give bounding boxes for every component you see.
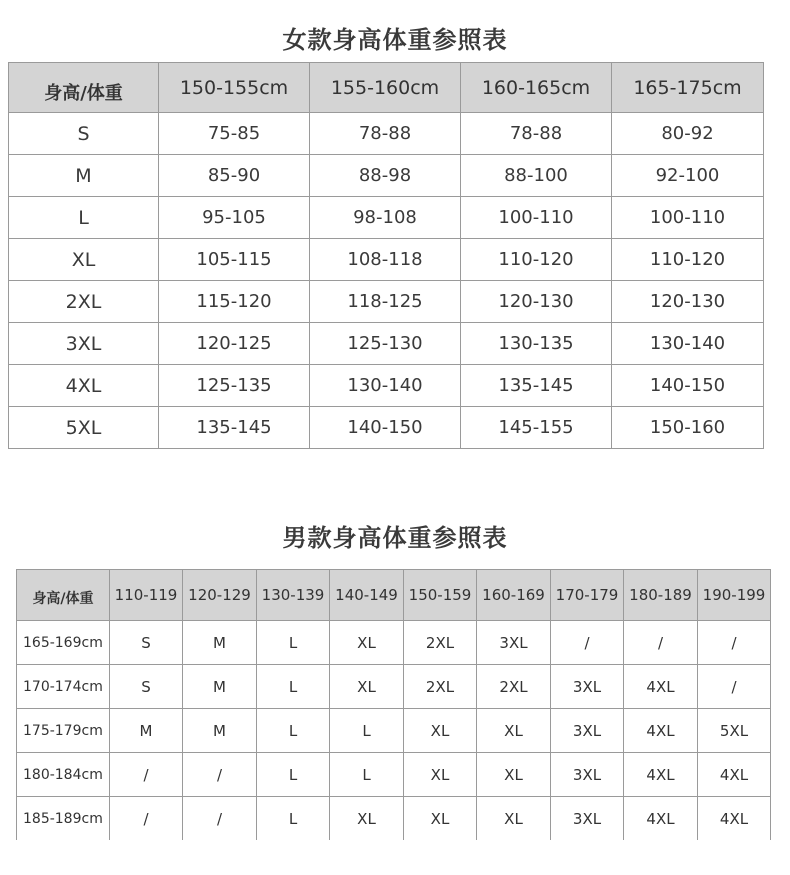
men-size-cell: 3XL xyxy=(551,797,624,841)
men-size-cell: M xyxy=(183,621,257,665)
women-size-label: 5XL xyxy=(9,407,159,449)
men-size-cell: XL xyxy=(404,709,477,753)
women-weight-cell: 118-125 xyxy=(310,281,461,323)
women-size-label: S xyxy=(9,113,159,155)
men-size-cell: S xyxy=(110,621,183,665)
women-chart-title: 女款身高体重参照表 xyxy=(282,26,508,54)
men-size-cell: XL xyxy=(477,753,551,797)
women-weight-cell: 85-90 xyxy=(159,155,310,197)
women-weight-cell: 105-115 xyxy=(159,239,310,281)
men-size-cell: L xyxy=(330,753,404,797)
women-size-label: XL xyxy=(9,239,159,281)
men-size-cell: XL xyxy=(330,621,404,665)
women-size-label: 3XL xyxy=(9,323,159,365)
men-size-cell: L xyxy=(257,709,330,753)
men-size-cell: / xyxy=(183,753,257,797)
women-table-row xyxy=(9,407,764,449)
men-size-cell: XL xyxy=(404,797,477,841)
women-header-row xyxy=(9,63,764,113)
men-weight-header: 180-189 xyxy=(624,570,698,621)
men-table-row xyxy=(17,665,771,709)
men-size-cell: 4XL xyxy=(698,753,771,797)
women-weight-cell: 110-120 xyxy=(461,239,612,281)
men-table-row xyxy=(17,797,771,841)
women-size-label: 4XL xyxy=(9,365,159,407)
men-weight-header: 190-199 xyxy=(698,570,771,621)
men-size-cell: L xyxy=(330,709,404,753)
men-size-cell: 3XL xyxy=(551,709,624,753)
men-height-label: 175-179cm xyxy=(17,709,110,753)
women-weight-cell: 78-88 xyxy=(461,113,612,155)
men-size-cell: L xyxy=(257,797,330,841)
men-size-cell: XL xyxy=(477,709,551,753)
men-size-cell: S xyxy=(110,665,183,709)
women-weight-cell: 108-118 xyxy=(310,239,461,281)
women-weight-cell: 100-110 xyxy=(461,197,612,239)
women-weight-cell: 115-120 xyxy=(159,281,310,323)
women-weight-cell: 92-100 xyxy=(612,155,764,197)
men-weight-header: 130-139 xyxy=(257,570,330,621)
women-size-label: L xyxy=(9,197,159,239)
men-weight-header: 140-149 xyxy=(330,570,404,621)
men-size-cell: 3XL xyxy=(551,665,624,709)
men-weight-header: 150-159 xyxy=(404,570,477,621)
women-table-row xyxy=(9,239,764,281)
men-table-row xyxy=(17,621,771,665)
women-weight-cell: 130-140 xyxy=(310,365,461,407)
women-size-label: 2XL xyxy=(9,281,159,323)
women-weight-cell: 78-88 xyxy=(310,113,461,155)
men-table-row xyxy=(17,753,771,797)
men-size-cell: 4XL xyxy=(624,797,698,841)
men-height-label: 170-174cm xyxy=(17,665,110,709)
women-weight-cell: 120-130 xyxy=(461,281,612,323)
men-size-cell: M xyxy=(183,665,257,709)
men-size-cell: 3XL xyxy=(477,621,551,665)
men-size-cell: 2XL xyxy=(404,665,477,709)
men-size-cell: M xyxy=(110,709,183,753)
men-table-row xyxy=(17,709,771,753)
men-size-cell: L xyxy=(257,621,330,665)
men-weight-header: 120-129 xyxy=(183,570,257,621)
men-size-cell: L xyxy=(257,665,330,709)
women-weight-cell: 110-120 xyxy=(612,239,764,281)
men-size-cell: / xyxy=(624,621,698,665)
men-size-cell: XL xyxy=(404,753,477,797)
women-weight-cell: 140-150 xyxy=(310,407,461,449)
men-size-cell: / xyxy=(110,753,183,797)
women-weight-cell: 135-145 xyxy=(461,365,612,407)
women-corner-header: 身高/体重 xyxy=(9,63,159,113)
women-weight-cell: 88-98 xyxy=(310,155,461,197)
women-height-header: 155-160cm xyxy=(310,63,461,113)
women-height-header: 160-165cm xyxy=(461,63,612,113)
men-size-table xyxy=(16,569,771,840)
men-weight-header: 170-179 xyxy=(551,570,624,621)
women-weight-cell: 135-145 xyxy=(159,407,310,449)
women-weight-cell: 140-150 xyxy=(612,365,764,407)
men-size-cell: / xyxy=(183,797,257,841)
men-weight-header: 110-119 xyxy=(110,570,183,621)
women-weight-cell: 80-92 xyxy=(612,113,764,155)
men-height-label: 180-184cm xyxy=(17,753,110,797)
women-height-header: 150-155cm xyxy=(159,63,310,113)
women-weight-cell: 95-105 xyxy=(159,197,310,239)
men-corner-header: 身高/体重 xyxy=(17,570,110,621)
men-size-cell: 3XL xyxy=(551,753,624,797)
women-table-row xyxy=(9,365,764,407)
men-size-cell: XL xyxy=(330,665,404,709)
women-weight-cell: 125-135 xyxy=(159,365,310,407)
men-size-cell: M xyxy=(183,709,257,753)
women-weight-cell: 100-110 xyxy=(612,197,764,239)
men-size-cell: / xyxy=(698,665,771,709)
women-size-table xyxy=(8,62,764,449)
women-weight-cell: 130-135 xyxy=(461,323,612,365)
women-weight-cell: 130-140 xyxy=(612,323,764,365)
men-size-cell: 4XL xyxy=(624,709,698,753)
men-size-cell: 2XL xyxy=(477,665,551,709)
women-weight-cell: 125-130 xyxy=(310,323,461,365)
women-height-header: 165-175cm xyxy=(612,63,764,113)
men-weight-header: 160-169 xyxy=(477,570,551,621)
women-table-row xyxy=(9,197,764,239)
women-table-row xyxy=(9,323,764,365)
men-height-label: 165-169cm xyxy=(17,621,110,665)
men-size-cell: 4XL xyxy=(698,797,771,841)
men-header-row xyxy=(17,570,771,621)
men-chart-title: 男款身高体重参照表 xyxy=(282,524,508,552)
men-size-cell: 5XL xyxy=(698,709,771,753)
men-size-cell: 2XL xyxy=(404,621,477,665)
men-size-cell: L xyxy=(257,753,330,797)
women-weight-cell: 75-85 xyxy=(159,113,310,155)
women-weight-cell: 150-160 xyxy=(612,407,764,449)
men-size-cell: 4XL xyxy=(624,665,698,709)
men-size-cell: / xyxy=(551,621,624,665)
women-weight-cell: 88-100 xyxy=(461,155,612,197)
women-size-label: M xyxy=(9,155,159,197)
women-table-row xyxy=(9,281,764,323)
men-size-cell: / xyxy=(698,621,771,665)
men-height-label: 185-189cm xyxy=(17,797,110,841)
women-weight-cell: 145-155 xyxy=(461,407,612,449)
men-size-cell: 4XL xyxy=(624,753,698,797)
men-size-cell: XL xyxy=(477,797,551,841)
women-weight-cell: 120-125 xyxy=(159,323,310,365)
women-table-row xyxy=(9,113,764,155)
men-size-cell: / xyxy=(110,797,183,841)
women-table-row xyxy=(9,155,764,197)
women-weight-cell: 98-108 xyxy=(310,197,461,239)
women-weight-cell: 120-130 xyxy=(612,281,764,323)
men-size-cell: XL xyxy=(330,797,404,841)
